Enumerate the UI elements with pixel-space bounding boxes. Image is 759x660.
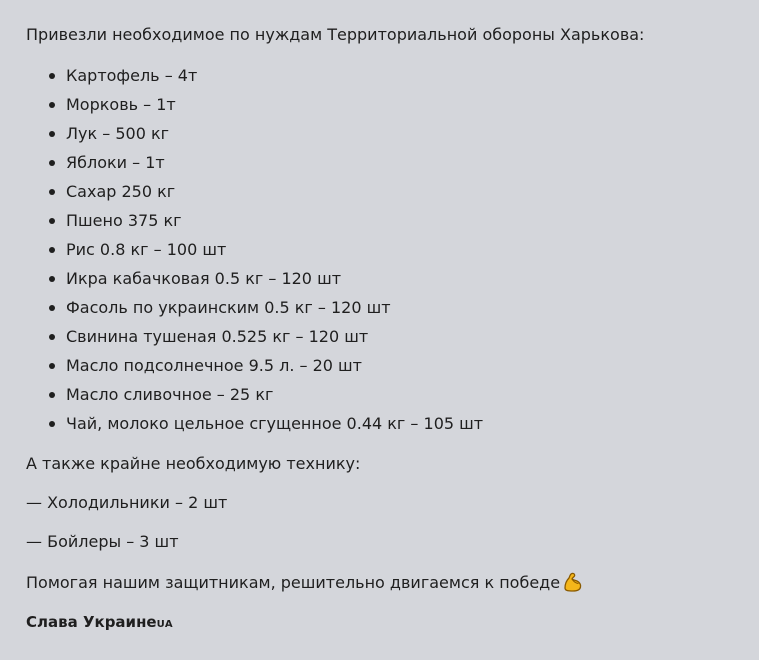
list-item-text: Лук – 500 кг bbox=[66, 124, 170, 143]
list-item bbox=[26, 385, 759, 414]
bullet-icon bbox=[49, 392, 55, 398]
list-item-text: Морковь – 1т bbox=[66, 95, 176, 114]
list-item-text: Чай, молоко цельное сгущенное 0.44 кг – 105 шт bbox=[66, 414, 484, 433]
list-item-text: Пшено 375 кг bbox=[66, 211, 182, 230]
list-item bbox=[26, 269, 759, 298]
list-item-text: Масло подсолнечное 9.5 л. – 20 шт bbox=[66, 356, 362, 375]
bullet-icon bbox=[49, 160, 55, 166]
post-intro: Привезли необходимое по нуждам Территориальной обороны Харькова: bbox=[26, 25, 645, 44]
slava-line bbox=[26, 612, 759, 635]
bullet-icon bbox=[49, 247, 55, 253]
bullet-icon bbox=[49, 305, 55, 311]
list-item-text: Яблоки – 1т bbox=[66, 153, 165, 172]
list-item-text: Картофель – 4т bbox=[66, 66, 198, 85]
list-item bbox=[26, 327, 759, 356]
supplies-list bbox=[26, 66, 759, 443]
bullet-icon bbox=[49, 218, 55, 224]
list-item bbox=[26, 66, 759, 95]
slava-text: Слава Украине bbox=[26, 613, 157, 631]
flexed-biceps-icon bbox=[562, 571, 584, 593]
boilers-line: — Бойлеры – 3 шт bbox=[26, 532, 179, 551]
list-item bbox=[26, 240, 759, 269]
bullet-icon bbox=[49, 102, 55, 108]
list-item-text: Рис 0.8 кг – 100 шт bbox=[66, 240, 227, 259]
bullet-icon bbox=[49, 421, 55, 427]
bullet-icon bbox=[49, 276, 55, 282]
equipment-intro: А также крайне необходимую технику: bbox=[26, 454, 361, 473]
list-item bbox=[26, 182, 759, 211]
bullet-icon bbox=[49, 189, 55, 195]
list-item bbox=[26, 414, 759, 443]
ua-flag-icon: UA bbox=[156, 619, 174, 630]
fridges-line: — Холодильники – 2 шт bbox=[26, 493, 228, 512]
help-line bbox=[26, 571, 759, 593]
bullet-icon bbox=[49, 131, 55, 137]
list-item bbox=[26, 298, 759, 327]
bullet-icon bbox=[49, 73, 55, 79]
list-item-text: Сахар 250 кг bbox=[66, 182, 176, 201]
list-item-text: Икра кабачковая 0.5 кг – 120 шт bbox=[66, 269, 342, 288]
list-item-text: Свинина тушеная 0.525 кг – 120 шт bbox=[66, 327, 369, 346]
list-item-text: Фасоль по украинским 0.5 кг – 120 шт bbox=[66, 298, 391, 317]
list-item bbox=[26, 124, 759, 153]
list-item bbox=[26, 95, 759, 124]
list-item bbox=[26, 211, 759, 240]
list-item-text: Масло сливочное – 25 кг bbox=[66, 385, 274, 404]
bullet-icon bbox=[49, 363, 55, 369]
help-text: Помогая нашим защитникам, решительно двигаемся к победе bbox=[26, 573, 561, 592]
bullet-icon bbox=[49, 334, 55, 340]
list-item bbox=[26, 153, 759, 182]
list-item bbox=[26, 356, 759, 385]
